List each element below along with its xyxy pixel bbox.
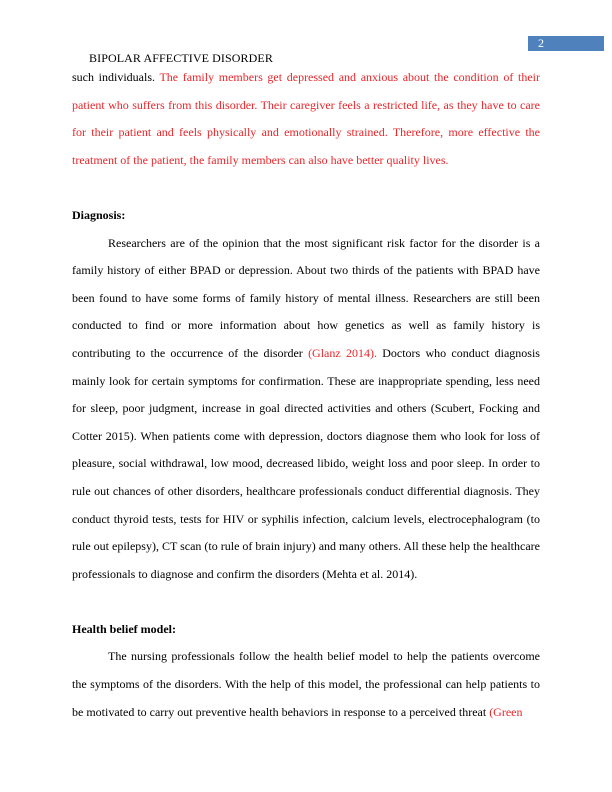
health-belief-text: The nursing professionals follow the health belief model to help the patients overcome the symptoms of the disorders. With the help of this model, the professional can help patients to be motivated to carry out preventive health behaviors in response to a perceived threat (72, 649, 540, 719)
paragraph-health-belief-model (72, 643, 540, 726)
document-body (72, 64, 540, 726)
citation-glanz: (Glanz 2014). (308, 345, 377, 360)
blank-line (72, 588, 540, 616)
page-number: 2 (538, 36, 544, 50)
paragraph-lead-text: such individuals. (72, 70, 160, 84)
diagnosis-text-part-1: Researchers are of the opinion that the most significant risk factor for the disorder is a family history of either BPAD or depression. About two thirds of the patients with BPAD have been found to have some forms of family history of mental illness. Researchers are still been conducted to find or more information about how genetics as well as family history is contributing to the occurrence of the disorder (72, 235, 540, 360)
highlighted-red-text: The family members get depressed and anxious about the condition of their patient who suffers from this disorder. Their caregiver feels a restricted life, as they have to care for their patient and feels physically and emotionally strained. Therefore, more effective the treatment of the patient, the family members can also have better quality lives. (72, 70, 540, 167)
running-head: BIPOLAR AFFECTIVE DISORDER (89, 51, 273, 65)
paragraph-caregiver-impact (72, 64, 540, 174)
section-heading-health-belief-model: Health belief model: (72, 621, 176, 636)
section-heading-diagnosis: Diagnosis: (72, 207, 126, 222)
citation-green: (Green (489, 704, 523, 719)
paragraph-diagnosis (72, 230, 540, 589)
blank-line (72, 174, 540, 202)
diagnosis-text-part-2: Doctors who conduct diagnosis mainly look for certain symptoms for confirmation. These are inappropriate spending, less need for sleep, poor judgment, increase in goal directed activities and others (Scubert, Focking and Cotter 2015). When patients come with depression, doctors diagnose them who look for loss of pleasure, social withdrawal, low mood, decreased libido, weight loss and poor sleep. In order to rule out chances of other disorders, healthcare professionals conduct differential diagnosis. They conduct thyroid tests, tests for HIV or syphilis infection, calcium levels, electrocephalogram (to rule out epilepsy), CT scan (to rule of brain injury) and many others. All these help the healthcare professionals to diagnose and confirm the disorders (Mehta et al. 2014). (72, 345, 540, 581)
